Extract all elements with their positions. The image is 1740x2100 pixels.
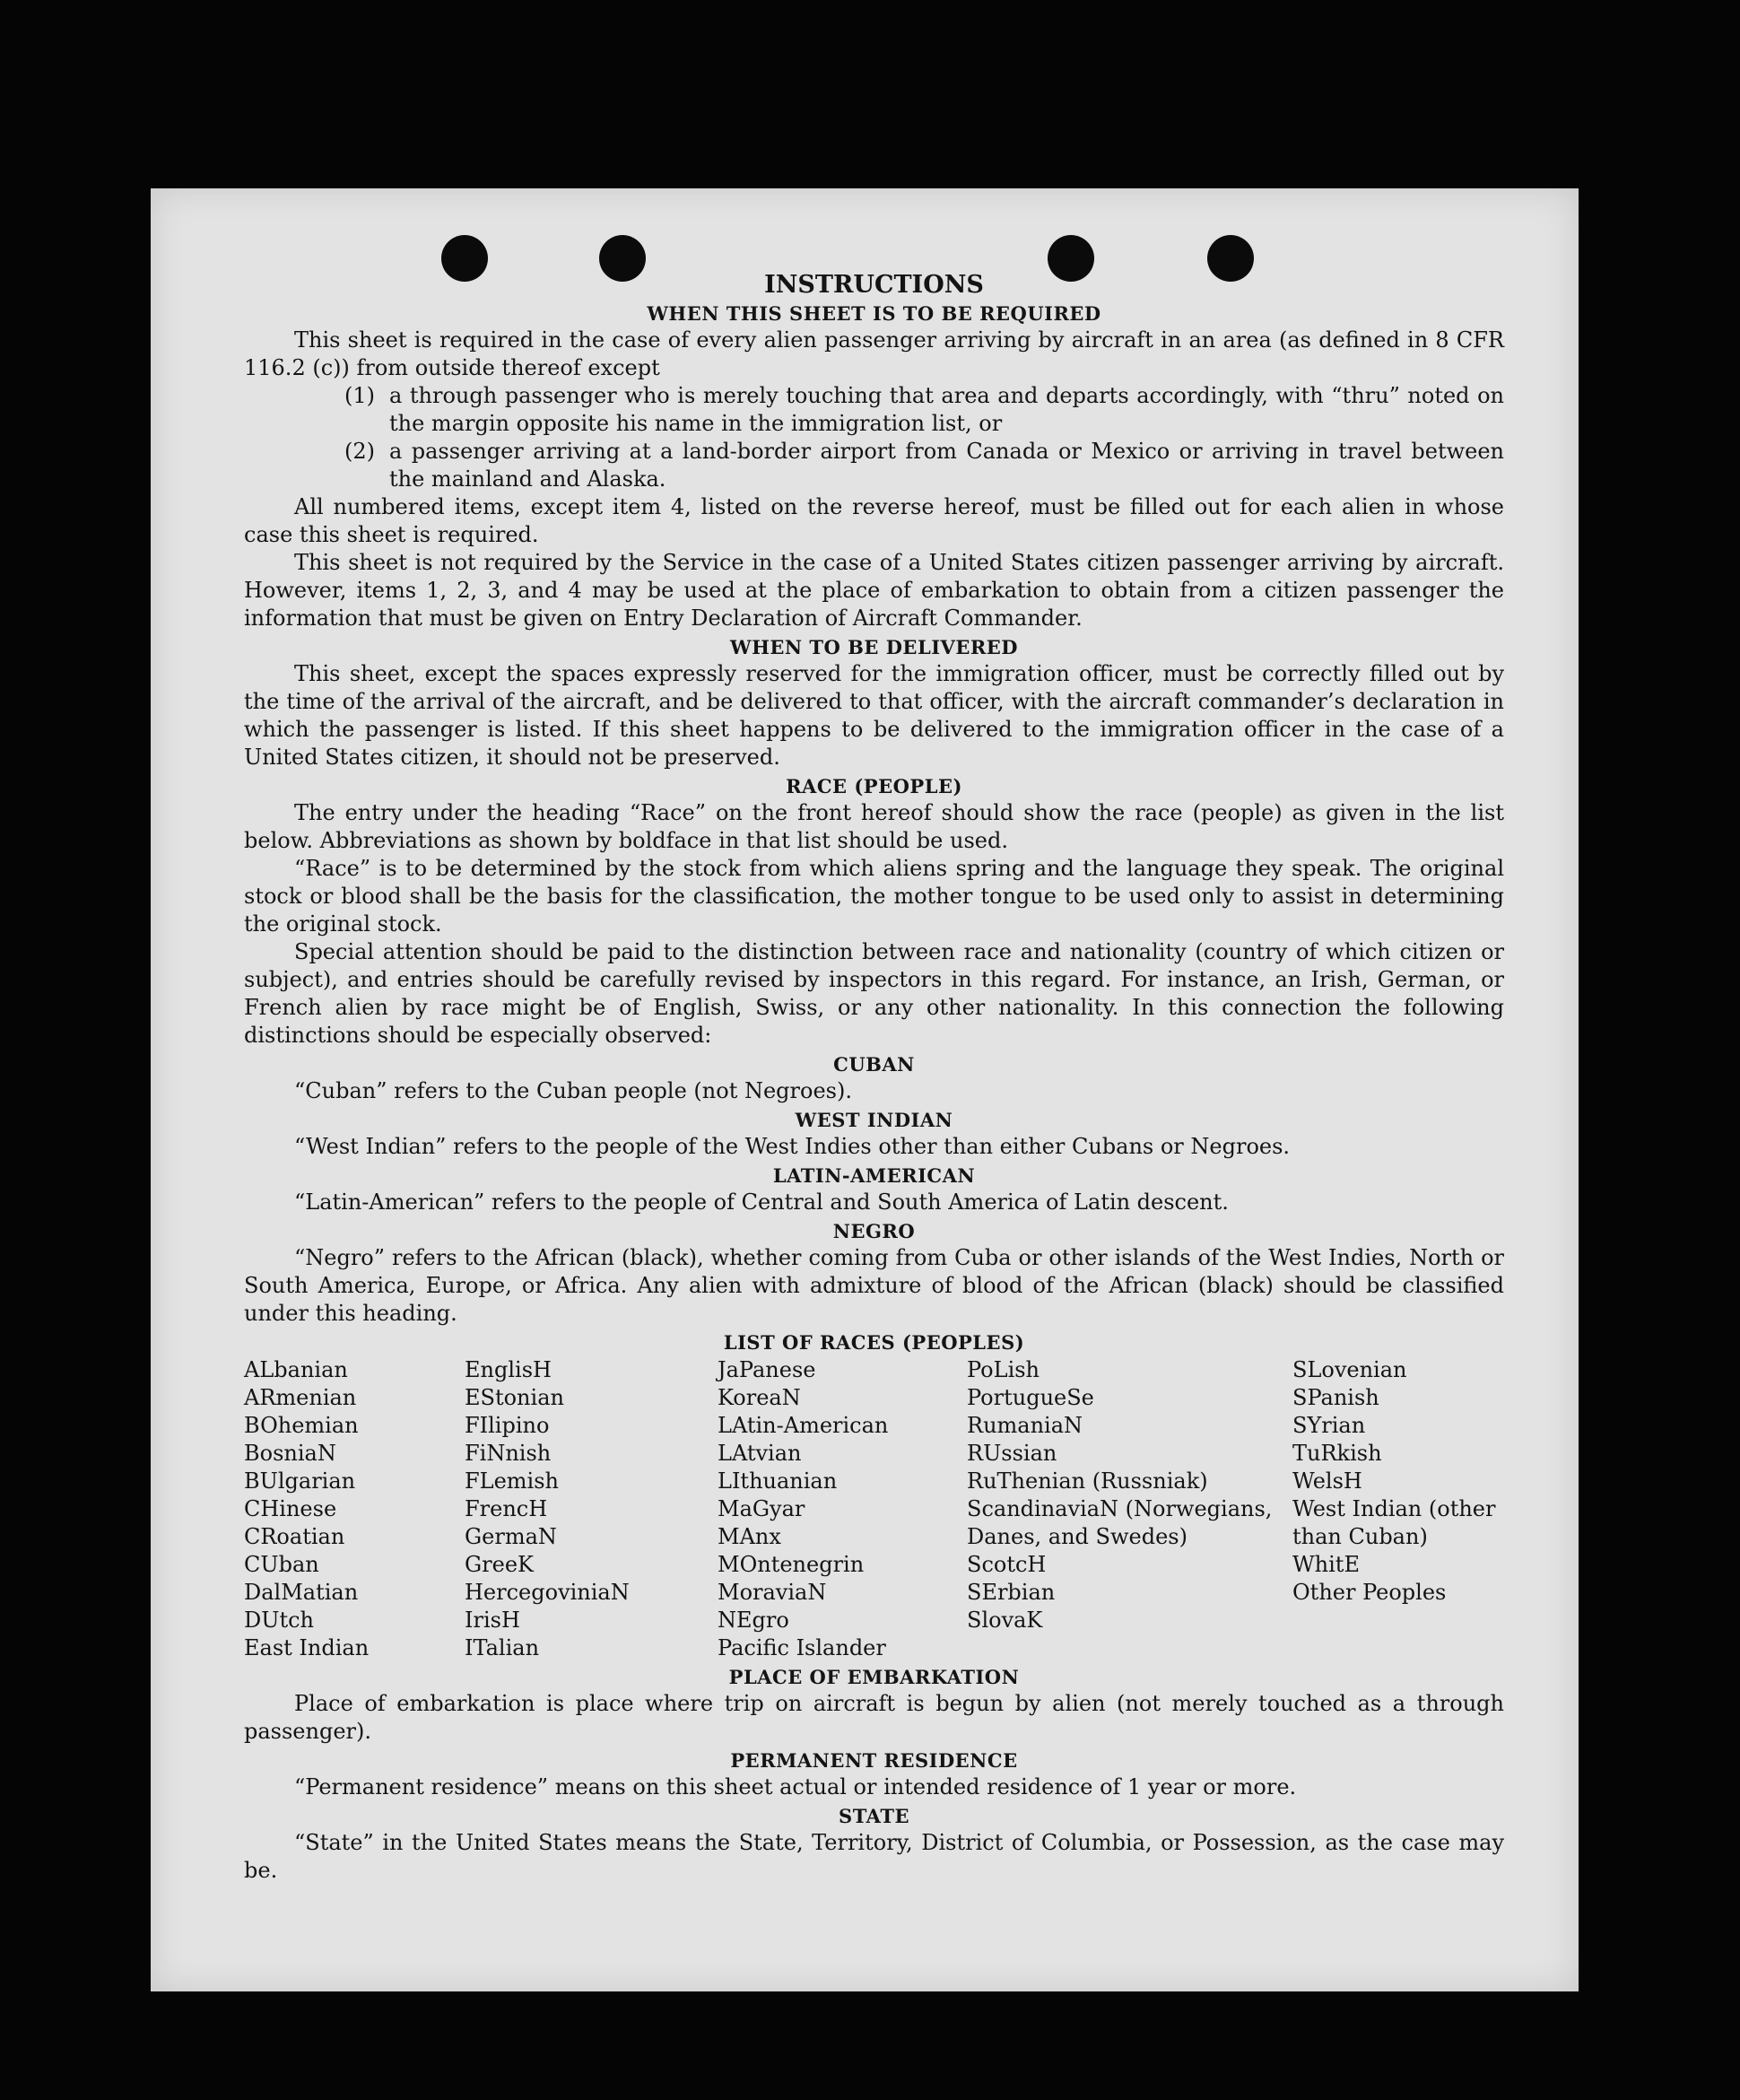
race-paragraph: Special attention should be paid to the distinction between race and nationality (country of which citizen or subject), and entries should be carefully revised by inspectors in this regard. For instance, an Irish, German, or French alien by race might be of English, Swiss, or any other nationality. In this connection the following distinctions should be especially observed: bbox=[244, 939, 1504, 1048]
race-name: LIthuanian bbox=[718, 1468, 838, 1494]
race-column bbox=[967, 1356, 1292, 1662]
race-name: HercegoviniaN bbox=[465, 1580, 630, 1605]
west-indian-definition: “West Indian” refers to the people of the West Indies other than either Cubans or Negroes. bbox=[294, 1134, 1291, 1159]
race-name: RUssian bbox=[967, 1441, 1057, 1466]
residence-heading: PERMANENT RESIDENCE bbox=[730, 1749, 1018, 1772]
when-required-heading: WHEN THIS SHEET IS TO BE REQUIRED bbox=[647, 302, 1101, 325]
race-heading: RACE (PEOPLE) bbox=[786, 775, 962, 797]
race-name: NEgro bbox=[718, 1608, 789, 1633]
race-name: ITalian bbox=[465, 1635, 540, 1660]
race-name: West Indian (other than Cuban) bbox=[1292, 1496, 1496, 1549]
when-delivered-heading: WHEN TO BE DELIVERED bbox=[729, 636, 1018, 658]
race-name: CUban bbox=[244, 1552, 319, 1577]
negro-heading: NEGRO bbox=[832, 1220, 916, 1242]
race-name: WelsH bbox=[1292, 1468, 1362, 1494]
state-heading: STATE bbox=[839, 1805, 909, 1827]
residence-definition: “Permanent residence” means on this sheet actual or intended residence of 1 year or more. bbox=[294, 1774, 1297, 1799]
race-name: EnglisH bbox=[465, 1357, 552, 1382]
race-name: WhitE bbox=[1292, 1552, 1360, 1577]
race-name: JaPanese bbox=[718, 1357, 816, 1382]
race-name: GreeK bbox=[465, 1552, 534, 1577]
embarkation-heading: PLACE OF EMBARKATION bbox=[728, 1666, 1020, 1688]
exception-item bbox=[344, 438, 1504, 493]
race-name: SPanish bbox=[1292, 1385, 1379, 1410]
race-name: ScotcH bbox=[967, 1552, 1047, 1577]
race-name: MoraviaN bbox=[718, 1580, 827, 1605]
race-list bbox=[244, 1356, 1504, 1662]
race-name: RumaniaN bbox=[967, 1413, 1083, 1438]
exception-text: a through passenger who is merely touching that area and departs accordingly, with “thru” noted on the margin opposite his name in the immigration list, or bbox=[389, 383, 1504, 436]
race-name: BosniaN bbox=[244, 1441, 336, 1466]
race-name: GermaN bbox=[465, 1524, 557, 1549]
race-name: ScandinaviaN (Norwegians, Danes, and Swedes) bbox=[967, 1496, 1273, 1549]
race-list-heading: LIST OF RACES (PEOPLES) bbox=[723, 1331, 1025, 1354]
race-paragraph: The entry under the heading “Race” on the front hereof should show the race (people) as given in the list below. Abbreviations as shown by boldface in that list should be used. bbox=[244, 800, 1504, 853]
exception-number: (1) bbox=[344, 383, 375, 408]
race-name: RuThenian (Russniak) bbox=[967, 1468, 1208, 1494]
race-column bbox=[718, 1356, 967, 1662]
race-name: EStonian bbox=[465, 1385, 564, 1410]
race-name: KoreaN bbox=[718, 1385, 801, 1410]
exception-number: (2) bbox=[344, 439, 375, 464]
instruction-sheet bbox=[151, 188, 1579, 1991]
race-name: Other Peoples bbox=[1292, 1580, 1447, 1605]
embarkation-definition: Place of embarkation is place where trip on aircraft is begun by alien (not merely touched as a through passenger). bbox=[244, 1691, 1504, 1744]
negro-definition: “Negro” refers to the African (black), whether coming from Cuba or other islands of the West Indies, North or South America, Europe, or Africa. Any alien with admixture of blood of the African (black) should be classified under this heading. bbox=[244, 1245, 1504, 1326]
state-definition: “State” in the United States means the State, Territory, District of Columbia, or Possession, as the case may be. bbox=[244, 1830, 1504, 1883]
race-name: DalMatian bbox=[244, 1580, 359, 1605]
race-name: CHinese bbox=[244, 1496, 337, 1521]
instructions-body bbox=[244, 262, 1504, 1885]
race-name: SYrian bbox=[1292, 1413, 1366, 1438]
delivered-paragraph: This sheet, except the spaces expressly reserved for the immigration officer, must be correctly filled out by the time of the arrival of the aircraft, and be delivered to that officer, with the aircraft commander’s declaration in which the passenger is listed. If this sheet happens to be delivered to the immigration officer in the case of a United States citizen, it should not be preserved. bbox=[244, 661, 1504, 770]
numbered-items-paragraph: All numbered items, except item 4, listed on the reverse hereof, must be filled out for each alien in whose case this sheet is required. bbox=[244, 494, 1504, 547]
race-column bbox=[244, 1356, 465, 1662]
exception-item bbox=[344, 382, 1504, 438]
requirement-intro: This sheet is required in the case of every alien passenger arriving by aircraft in an area (as defined in 8 CFR 116.2 (c)) from outside thereof except bbox=[244, 327, 1504, 380]
race-name: MOntenegrin bbox=[718, 1552, 865, 1577]
race-name: DUtch bbox=[244, 1608, 315, 1633]
page-title: INSTRUCTIONS bbox=[764, 271, 984, 299]
race-name: LAtin-American bbox=[718, 1413, 889, 1438]
race-column bbox=[465, 1356, 718, 1662]
race-name: MaGyar bbox=[718, 1496, 805, 1521]
cuban-definition: “Cuban” refers to the Cuban people (not Negroes). bbox=[294, 1078, 852, 1103]
race-name: BUlgarian bbox=[244, 1468, 356, 1494]
latin-american-heading: LATIN-AMERICAN bbox=[772, 1164, 976, 1187]
race-name: BOhemian bbox=[244, 1413, 359, 1438]
race-name: LAtvian bbox=[718, 1441, 802, 1466]
race-name: CRoatian bbox=[244, 1524, 345, 1549]
west-indian-heading: WEST INDIAN bbox=[795, 1109, 953, 1131]
race-name: FIlipino bbox=[465, 1413, 550, 1438]
race-name: SLovenian bbox=[1292, 1357, 1407, 1382]
race-name: PoLish bbox=[967, 1357, 1040, 1382]
race-paragraph: “Race” is to be determined by the stock from which aliens spring and the language they speak. The original stock or blood shall be the basis for the classification, the mother tongue to be used only to assist in determining the original stock. bbox=[244, 856, 1504, 937]
race-name: SErbian bbox=[967, 1580, 1056, 1605]
race-name: ALbanian bbox=[244, 1357, 348, 1382]
race-name: East Indian bbox=[244, 1635, 370, 1660]
race-name: PortugueSe bbox=[967, 1385, 1094, 1410]
exception-text: a passenger arriving at a land-border airport from Canada or Mexico or arriving in travel between the mainland and Alaska. bbox=[389, 439, 1504, 492]
race-name: FLemish bbox=[465, 1468, 559, 1494]
cuban-heading: CUBAN bbox=[833, 1053, 915, 1076]
race-name: TuRkish bbox=[1292, 1441, 1382, 1466]
race-name: Pacific Islander bbox=[718, 1635, 886, 1660]
latin-american-definition: “Latin-American” refers to the people of Central and South America of Latin descent. bbox=[294, 1189, 1229, 1215]
race-name: IrisH bbox=[465, 1608, 520, 1633]
race-column bbox=[1292, 1356, 1504, 1662]
race-name: SlovaK bbox=[967, 1608, 1043, 1633]
citizen-paragraph: This sheet is not required by the Service in the case of a United States citizen passenger arriving by aircraft. However, items 1, 2, 3, and 4 may be used at the place of embarkation to obtain from a citizen passenger the information that must be given on Entry Declaration of Aircraft Commander. bbox=[244, 550, 1504, 631]
race-name: MAnx bbox=[718, 1524, 781, 1549]
race-name: FiNnish bbox=[465, 1441, 552, 1466]
race-name: ARmenian bbox=[244, 1385, 357, 1410]
race-name: FrencH bbox=[465, 1496, 548, 1521]
